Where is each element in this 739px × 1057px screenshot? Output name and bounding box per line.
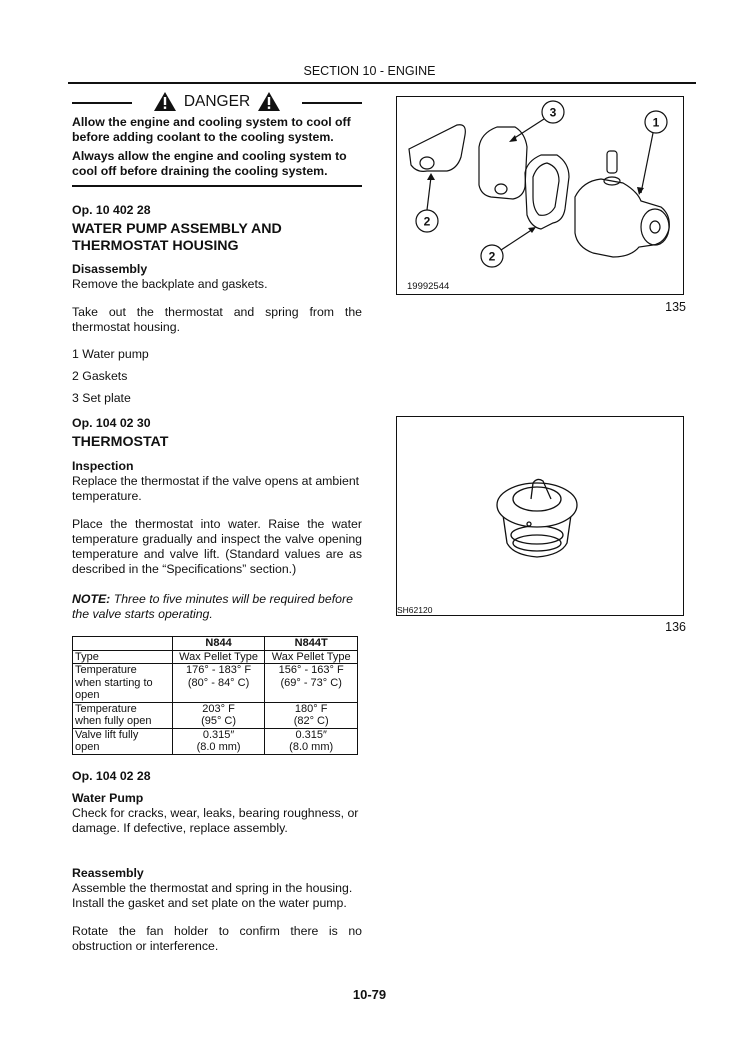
warning-triangle-icon: [258, 92, 280, 111]
disassembly-text: Remove the backplate and gaskets.: [72, 277, 268, 291]
danger-rule-right: [302, 102, 362, 104]
cell-line: 176° - 183° F: [186, 664, 252, 676]
callout-label: 3: [549, 105, 557, 120]
table-cell: Wax Pellet Type: [172, 650, 265, 664]
section-title-line1: WATER PUMP ASSEMBLY AND: [72, 221, 282, 237]
figure-number: 135: [665, 300, 686, 314]
thermostat-flange: [497, 483, 577, 527]
cell-line: open: [75, 741, 100, 753]
thermostat-spec-table: [72, 636, 358, 755]
thermostat-spring-coil: [513, 535, 561, 551]
note-text: Three to five minutes will be required before the valve starts operating.: [72, 592, 353, 621]
table-header-cell: N844T: [265, 637, 358, 651]
warning-triangle-icon: [154, 92, 176, 111]
cell-line: Valve lift fully: [75, 728, 139, 741]
water-pump-check-text: Check for cracks, wear, leaks, bearing roughness, or damage. If defective, replace assembly.: [72, 806, 359, 835]
thermostat-housing-plug: [607, 151, 617, 173]
section-title-line2: THERMOSTAT HOUSING: [72, 238, 239, 254]
table-row: [73, 728, 358, 754]
legend-item: 3 Set plate: [72, 391, 131, 405]
pump-pulley-flange: [641, 209, 669, 245]
note-label: NOTE:: [72, 592, 111, 606]
cell-line: 156° - 163° F: [278, 664, 344, 676]
table-header-cell: [73, 637, 173, 651]
leader-line: [427, 177, 431, 210]
cell-line: (8.0 mm): [289, 741, 334, 753]
cell-line: Temperature: [75, 664, 137, 676]
leader-line: [501, 229, 533, 250]
table-cell: [73, 702, 173, 728]
note: [72, 592, 362, 622]
legend-item: 1 Water pump: [72, 347, 149, 361]
danger-label-group: [146, 92, 288, 111]
gasket-ring: [525, 155, 569, 229]
figure-id-code: SH62120: [397, 605, 433, 615]
table-cell: [265, 702, 358, 728]
page-number: 10-79: [352, 987, 387, 1002]
danger-rule-left: [72, 102, 132, 104]
cell-line: (80° - 84° C): [187, 676, 250, 689]
cell-line: 203° F: [202, 702, 235, 715]
table-cell: [172, 664, 265, 703]
op-number: Op. 10 402 28: [72, 203, 151, 217]
arrowhead: [509, 135, 517, 142]
section-header: SECTION 10 - ENGINE: [303, 64, 436, 78]
gasket-inner: [533, 163, 559, 215]
cell-line: when fully open: [75, 715, 152, 727]
table-row: [73, 650, 358, 664]
cell-line: 0.315″: [202, 728, 235, 741]
table-header-cell: N844: [172, 637, 265, 651]
disassembly-heading: Disassembly: [72, 262, 148, 276]
cell-line: (8.0 mm): [196, 741, 241, 753]
set-plate-hole: [495, 184, 507, 194]
set-plate-shape: [479, 127, 527, 199]
figure-number: 136: [665, 620, 686, 634]
danger-paragraph-1: Allow the engine and cooling system to cool off before adding coolant to the cooling system.: [72, 115, 351, 144]
table-cell: [265, 664, 358, 703]
op-number: Op. 104 02 30: [72, 416, 151, 430]
cell-line: (82° C): [293, 715, 329, 727]
figure-thermostat: [396, 416, 684, 616]
water-pump-exploded-illustration: [397, 97, 683, 294]
procedure-text: Place the thermostat into water. Raise the water temperature gradually and inspect the valve opening temperature and valve lift. (Standard values are as described in the “Specifications” section.): [72, 517, 362, 576]
cell-line: 0.315″: [295, 728, 327, 741]
table-cell: [265, 728, 358, 754]
table-cell: Wax Pellet Type: [265, 650, 358, 664]
danger-label: DANGER: [183, 92, 251, 110]
header-rule: [68, 82, 696, 84]
cell-line: (95° C): [201, 715, 237, 727]
water-pump-heading: Water Pump: [72, 791, 144, 805]
reassembly-text-1: Assemble the thermostat and spring in the housing. Install the gasket and set plate on the water pump.: [72, 881, 353, 910]
gasket-shape: [409, 125, 465, 172]
thermostat-illustration: [397, 417, 683, 615]
reassembly-text-2: Rotate the fan holder to confirm there is no obstruction or interference.: [72, 924, 362, 953]
arrowhead: [427, 173, 435, 180]
cell-line: (69° - 73° C): [280, 676, 342, 689]
callout-label: 2: [488, 249, 496, 264]
callout-label: 1: [652, 115, 660, 130]
callout-label: 2: [423, 214, 431, 229]
arrowhead: [637, 187, 644, 195]
cell-line: Temperature: [75, 702, 137, 715]
table-cell: [73, 728, 173, 754]
thermostat-removal-text: Take out the thermostat and spring from the thermostat housing.: [72, 305, 362, 334]
reassembly-heading: Reassembly: [72, 866, 144, 880]
op-number: Op. 104 02 28: [72, 769, 151, 783]
table-cell: [73, 664, 173, 703]
figure-water-pump: [396, 96, 684, 295]
table-header-row: [73, 637, 358, 651]
figure-id-code: 19992544: [407, 281, 450, 292]
table-row: [73, 702, 358, 728]
table-cell: [172, 728, 265, 754]
cell-line: when starting to: [75, 676, 153, 689]
leader-line: [641, 133, 653, 193]
inspection-heading: Inspection: [72, 459, 134, 473]
cell-line: open: [75, 689, 100, 701]
cell-line: 180° F: [294, 702, 328, 715]
pump-shaft-hole: [650, 221, 660, 233]
table-cell: Type: [73, 650, 173, 664]
section-title: THERMOSTAT: [72, 434, 169, 450]
danger-paragraph-2: Always allow the engine and cooling system to cool off before draining the cooling system.: [72, 149, 347, 178]
inspection-text: Replace the thermostat if the valve opens at ambient temperature.: [72, 474, 360, 503]
danger-bottom-rule: [72, 185, 362, 187]
table-cell: [172, 702, 265, 728]
danger-banner: [72, 92, 362, 112]
gasket-hole: [420, 157, 434, 169]
table-row: [73, 664, 358, 703]
legend-item: 2 Gaskets: [72, 369, 128, 383]
